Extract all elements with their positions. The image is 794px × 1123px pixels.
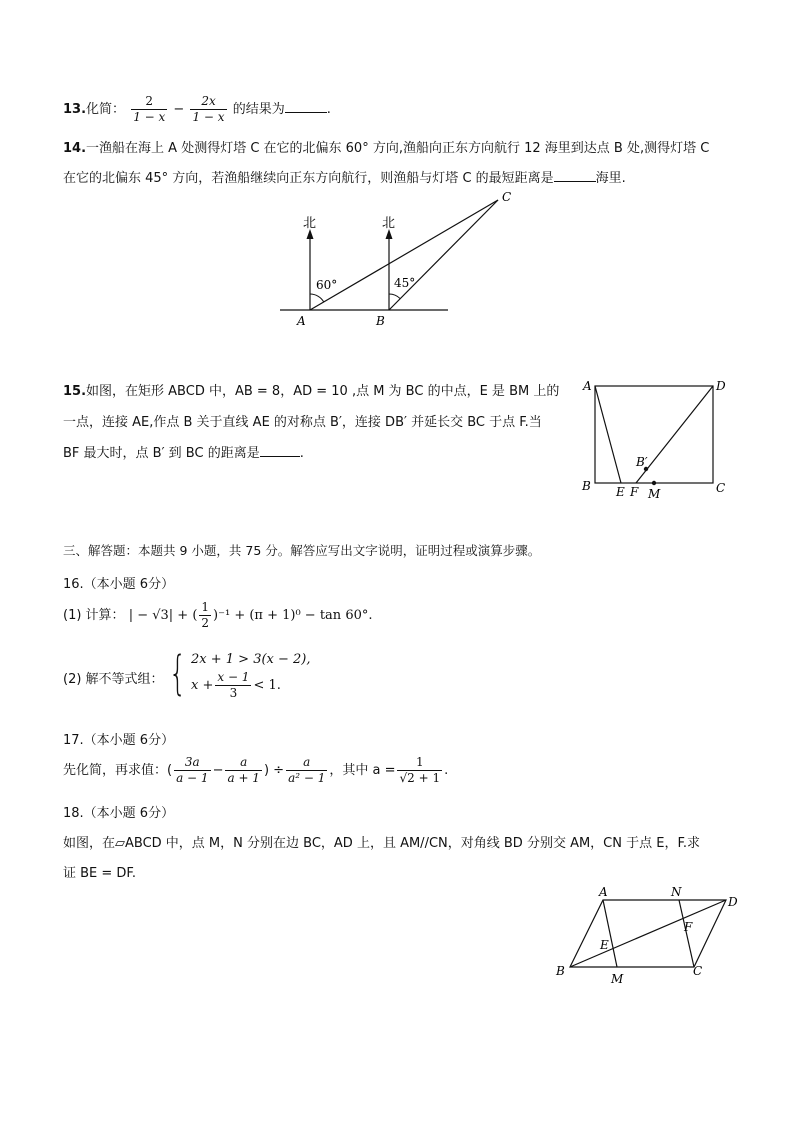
q16-part1-expr-b: )⁻¹ + (π + 1)⁰ − tan 60°. xyxy=(213,608,373,623)
q16-part1-fraction: $\frac{1}{2}$ xyxy=(201,600,210,630)
q17-fraction-1: $\frac{3a}{a - 1}$ xyxy=(176,755,209,785)
q15-point-f: F xyxy=(630,485,639,499)
q15-point-b: B xyxy=(582,479,591,493)
q14-point-b: B xyxy=(376,314,385,328)
q13-end: . xyxy=(326,102,331,117)
q15-line2 xyxy=(63,411,542,430)
q13-minus: − xyxy=(173,102,185,117)
q13-number: 13. xyxy=(63,102,87,117)
q15-text-line3-end: . xyxy=(299,446,304,461)
q16-part1-expr-a: | − √3| + ( xyxy=(128,608,198,623)
q16-part1 xyxy=(63,600,373,632)
q18-title: 18.（本小题 6分） xyxy=(63,806,175,821)
q15-text-line2: 一点，连接 AE,作点 B 关于直线 AE 的对称点 B′，连接 DB′ 并延长交 BC 于点 F.当 xyxy=(63,415,542,430)
section-3-heading: 三、解答题：本题共 9 小题，共 75 分。解答应写出文字说明，证明过程或演算步骤。 xyxy=(63,543,541,558)
q16-title: 16.（本小题 6分） xyxy=(63,577,175,592)
q14-text-line2-end: 海里. xyxy=(595,171,626,186)
q13 xyxy=(63,94,331,125)
q15-point-e: E xyxy=(616,485,625,499)
q17-lead: 先化简，再求值：( xyxy=(63,763,173,778)
q17-fraction-4: $\frac{1}{√2 + 1}$ xyxy=(399,755,441,785)
q13-fraction-a: $\frac{2}{1 - x}$ xyxy=(133,94,166,124)
q16-inequality-1: 2x + 1 > 3(x − 2), xyxy=(191,652,311,667)
q18-figure xyxy=(550,880,745,990)
q14-line2 xyxy=(63,167,626,186)
q17-title: 17.（本小题 6分） xyxy=(63,733,175,748)
q13-fraction-b: $\frac{2x}{1 - x}$ xyxy=(192,94,225,124)
q13-lead: 化简： xyxy=(86,102,126,117)
q14-north-label-a: 北 xyxy=(303,216,317,231)
q14-angle-45: 45° xyxy=(394,276,416,290)
q14-number: 14. xyxy=(63,141,87,156)
q14-text-line1: 一渔船在海上 A 处测得灯塔 C 在它的北偏东 60° 方向,渔船向正东方向航行 12 海里到达点 B 处,测得灯塔 C xyxy=(86,141,710,156)
q13-tail: 的结果为 xyxy=(232,102,285,117)
q16-system-brace: { xyxy=(168,646,187,700)
q14-point-a: A xyxy=(297,314,306,328)
q15-point-m: M xyxy=(648,487,661,501)
q14-figure xyxy=(270,185,530,335)
q18-point-d: D xyxy=(728,895,738,909)
q13-answer-blank[interactable] xyxy=(285,100,327,113)
q15-answer-blank[interactable] xyxy=(260,444,300,457)
q18-point-e: E xyxy=(600,938,609,952)
q17-body: 先化简，再求值：( $\frac{3a}{a - 1}$ − $\frac{a}{a + 1}$ ) ÷ $\frac{a}{\text{a² − 1}}$ ，其中 a = $\frac{1}{√2 + 1}$ . xyxy=(63,755,449,785)
q18-text-line2: 证 BE = DF. xyxy=(63,866,136,881)
q16-part2-label: (2) 解不等式组： xyxy=(63,672,164,687)
q15-line1 xyxy=(63,380,559,399)
q18-point-f: F xyxy=(684,920,693,934)
q17-fraction-2: $\frac{a}{a + 1}$ xyxy=(227,755,260,785)
q15-figure xyxy=(578,376,728,504)
q14-text-line2: 在它的北偏东 45° 方向，若渔船继续向正东方向航行，则渔船与灯塔 C 的最短距离是 xyxy=(63,171,554,186)
q14-north-label-b: 北 xyxy=(382,216,396,231)
q14-line1 xyxy=(63,137,709,156)
q14-answer-blank[interactable] xyxy=(554,169,596,182)
q15-text-line3: BF 最大时，点 B′ 到 BC 的距离是 xyxy=(63,446,260,461)
q17-fraction-3: $\frac{a}{\text{a² − 1}}$ xyxy=(288,755,326,785)
q16-inequality-2: x + $\frac{x - 1}{3}$ < 1. xyxy=(191,670,281,700)
q15-point-d: D xyxy=(716,379,726,393)
q16-part1-label: (1) 计算： xyxy=(63,608,125,623)
q18-point-b: B xyxy=(556,964,565,978)
q18-point-c: C xyxy=(693,964,703,978)
q15-text-line1: 如图，在矩形 ABCD 中，AB = 8，AD = 10 ,点 M 为 BC 的中点，E 是 BM 上的 xyxy=(86,384,560,399)
q15-point-c: C xyxy=(716,481,726,495)
q15-point-b-prime: B′ xyxy=(636,455,648,469)
q14-angle-60: 60° xyxy=(316,278,338,292)
q18-point-a: A xyxy=(599,885,608,899)
q15-point-a: A xyxy=(583,379,592,393)
q18-text-line1: 如图，在▱ABCD 中，点 M，N 分别在边 BC，AD 上，且 AM//CN，对角线 BD 分别交 AM，CN 于点 E，F.求 xyxy=(63,836,700,851)
q15-number: 15. xyxy=(63,384,87,399)
q18-point-m: M xyxy=(611,972,624,986)
q14-point-c: C xyxy=(502,190,512,204)
q17-mid: ，其中 a = xyxy=(329,763,396,778)
q15-line3 xyxy=(63,442,304,461)
q18-point-n: N xyxy=(671,885,682,899)
